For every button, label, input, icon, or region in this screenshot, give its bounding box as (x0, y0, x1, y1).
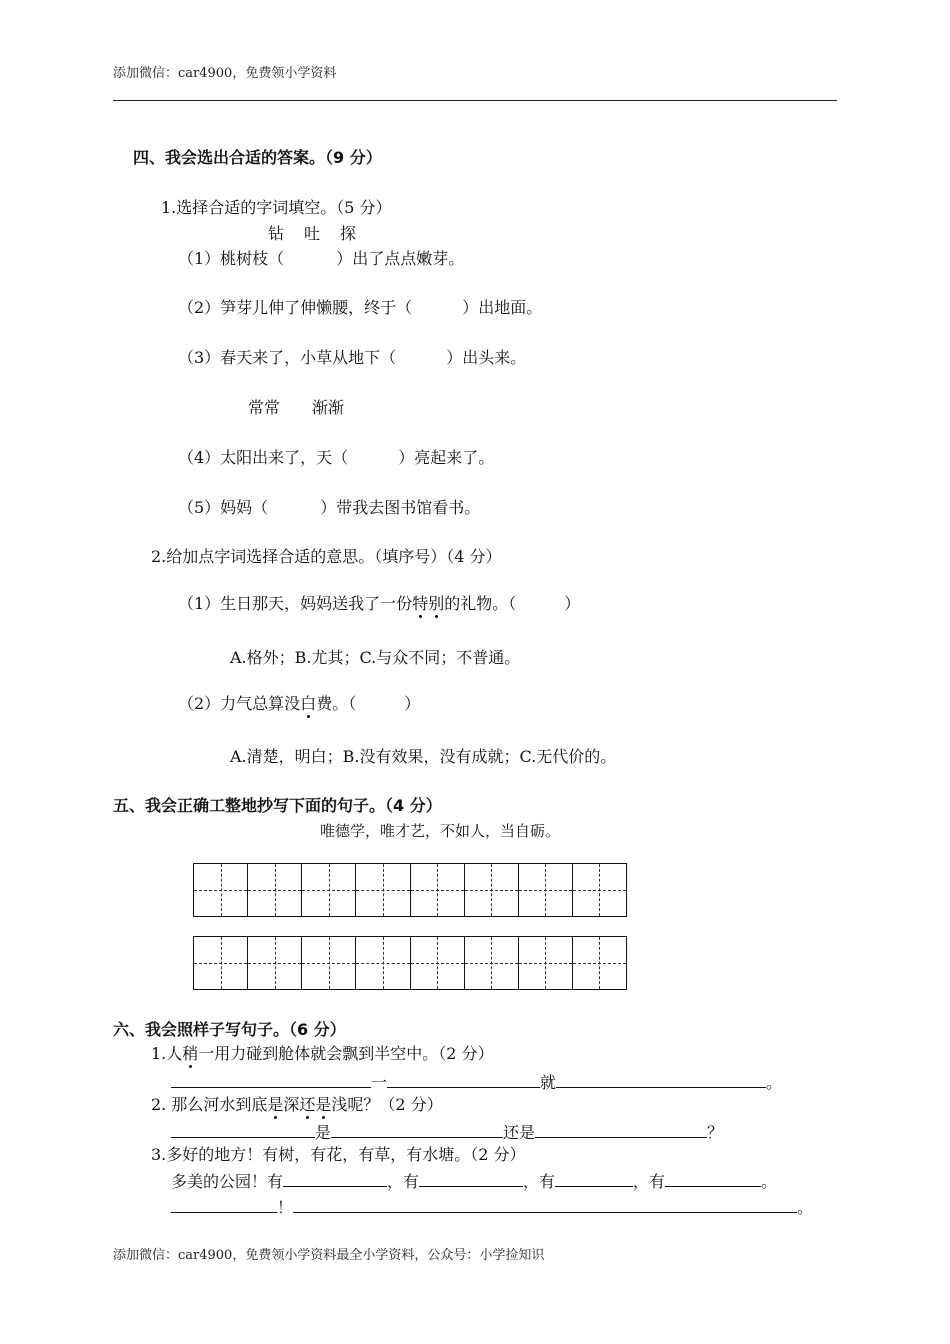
section-5-title: 五、我会正确工整地抄写下面的句子。（4 分） (113, 796, 442, 815)
q4-1-item-4: （4）太阳出来了，天（ ）亮起来了。 (178, 448, 495, 467)
q4-1-item-2: （2）笋芽儿伸了伸懒腰，终于（ ）出地面。 (178, 298, 543, 317)
q4-1-word-bank-1: 钻 吐 探 (268, 224, 359, 243)
q4-1-word-bank-2: 常常 渐渐 (248, 398, 345, 417)
q4-2-label: 2.给加点字词选择合适的意思。（填序号）（4 分） (151, 547, 502, 566)
footer-note: 添加微信：car4900，免费领小学资料最全小学资料，公众号：小学捡知识 (113, 1248, 545, 1263)
writing-grid-row-1[interactable] (193, 863, 627, 917)
section-6-title: 六、我会照样子写句子。（6 分） (113, 1020, 346, 1039)
q6-3-answer-line-2[interactable]: ！ 。 (171, 1198, 813, 1216)
q4-2-sentence-1: （1）生日那天，妈妈送我了一份特别的礼物。（ ） (178, 594, 581, 613)
q6-2-example: 2. 那么河水到底是深还是浅呢？（2 分） (151, 1095, 443, 1114)
q4-2-options-2: A.清楚，明白；B.没有效果，没有成就；C.无代价的。 (230, 747, 617, 766)
header-rule (113, 100, 837, 101)
writing-grid-row-2[interactable] (193, 936, 627, 990)
q4-1-label: 1.选择合适的字词填空。（5 分） (161, 198, 392, 217)
q6-1-example: 1.人稍一用力碰到舱体就会飘到半空中。（2 分） (151, 1044, 494, 1063)
q4-2-sentence-2: （2）力气总算没白费。（ ） (178, 694, 421, 713)
q6-3-answer-line-1[interactable]: 多美的公园！有 ，有 ，有 ，有 。 (171, 1172, 778, 1191)
copy-sentence: 唯德学，唯才艺，不如人，当自砺。 (320, 822, 561, 840)
q4-1-item-1: （1）桃树枝（ ）出了点点嫩芽。 (178, 249, 465, 268)
header-note: 添加微信：car4900，免费领小学资料 (113, 66, 337, 81)
q6-2-answer-line[interactable]: 是 还是 ？ (171, 1123, 723, 1141)
q4-1-item-3: （3）春天来了，小草从地下（ ）出头来。 (178, 348, 527, 367)
q4-1-item-5: （5）妈妈（ ）带我去图书馆看书。 (178, 498, 481, 517)
q6-3-example: 3.多好的地方！有树，有花，有草，有水塘。（2 分） (151, 1145, 526, 1164)
q6-1-answer-line[interactable]: 一 就 。 (171, 1073, 782, 1091)
section-4-title: 四、我会选出合适的答案。（9 分） (133, 148, 382, 167)
q4-2-options-1: A.格外；B.尤其；C.与众不同；不普通。 (230, 648, 521, 667)
